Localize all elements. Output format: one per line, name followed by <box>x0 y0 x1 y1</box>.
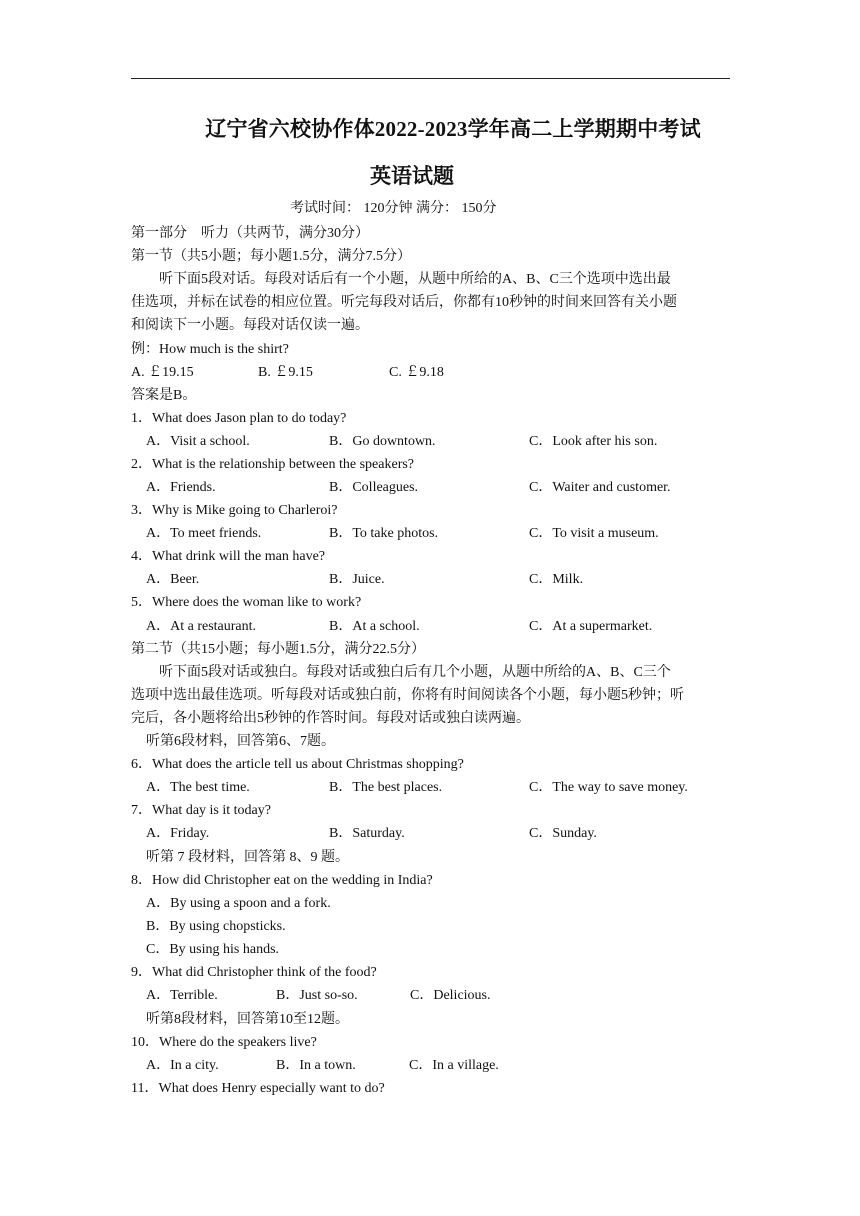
section1-heading: 第一节（共5小题；每小题1.5分，满分7.5分） <box>131 249 411 264</box>
option-c: C．Look after his son. <box>529 434 658 449</box>
option-c: C．Sunday. <box>529 826 597 841</box>
question-9: 9．What did Christopher think of the food? <box>131 965 377 980</box>
option-a: A．In a city. <box>146 1058 219 1073</box>
option-b: B．At a school. <box>329 619 420 634</box>
instruction-line: 和阅读下一小题。每段对话仅读一遍。 <box>131 318 369 333</box>
example-option-a: A. ￡19.15 <box>131 365 194 380</box>
option-b: B．Just so-so. <box>276 988 358 1003</box>
option-a: A．Friends. <box>146 480 216 495</box>
question-10: 10．Where do the speakers live? <box>131 1035 317 1050</box>
option-a: A．By using a spoon and a fork. <box>146 896 331 911</box>
option-c: C．Waiter and customer. <box>529 480 671 495</box>
exam-title: 辽宁省六校协作体2022-2023学年高二上学期期中考试 <box>205 117 701 141</box>
option-c: C．Delicious. <box>410 988 491 1003</box>
question-5: 5．Where does the woman like to work? <box>131 595 362 610</box>
instruction-line: 佳选项，并标在试卷的相应位置。听完每段对话后，你都有10秒钟的时间来回答有关小题 <box>131 295 677 310</box>
option-c: C．At a supermarket. <box>529 619 653 634</box>
question-6: 6．What does the article tell us about Christmas shopping? <box>131 757 464 772</box>
part-heading: 第一部分 听力（共两节，满分30分） <box>131 226 369 241</box>
option-b: B．By using chopsticks. <box>146 919 286 934</box>
option-b: B．Saturday. <box>329 826 405 841</box>
option-c: C．Milk. <box>529 572 584 587</box>
option-a: A．Beer. <box>146 572 200 587</box>
option-a: A．To meet friends. <box>146 526 262 541</box>
option-a: A．Terrible. <box>146 988 218 1003</box>
question-8: 8．How did Christopher eat on the wedding in India? <box>131 873 433 888</box>
instruction-line: 选项中选出最佳选项。听每段对话或独白前，你将有时间阅读各个小题，每小题5秒钟；听 <box>131 688 684 703</box>
section2-heading: 第二节（共15小题；每小题1.5分，满分22.5分） <box>131 642 425 657</box>
instruction-line: 听下面5段对话或独白。每段对话或独白后有几个小题，从题中所给的A、B、C三个 <box>131 665 671 680</box>
question-2: 2．What is the relationship between the speakers? <box>131 457 415 472</box>
instruction-line: 听下面5段对话。每段对话后有一个小题，从题中所给的A、B、C三个选项中选出最 <box>131 272 671 287</box>
option-a: A．Friday. <box>146 826 210 841</box>
option-b: B．The best places. <box>329 780 443 795</box>
example-option-c: C. ￡9.18 <box>389 365 444 380</box>
option-c: C．To visit a museum. <box>529 526 659 541</box>
option-a: A．At a restaurant. <box>146 619 257 634</box>
option-c: C．By using his hands. <box>146 942 280 957</box>
example-answer: 答案是B。 <box>131 388 197 403</box>
instruction-line: 完后，各小题将给出5秒钟的作答时间。每段对话或独白读两遍。 <box>131 711 530 726</box>
option-b: B．In a town. <box>276 1058 356 1073</box>
material-note: 听第8段材料，回答第10至12题。 <box>146 1012 349 1027</box>
header-rule <box>131 78 730 79</box>
question-4: 4．What drink will the man have? <box>131 549 325 564</box>
example-option-b: B. ￡9.15 <box>258 365 313 380</box>
option-b: B．Go downtown. <box>329 434 436 449</box>
material-note: 听第 7 段材料，回答第 8、9 题。 <box>146 850 349 865</box>
option-a: A．The best time. <box>146 780 250 795</box>
option-b: B．Juice. <box>329 572 385 587</box>
question-11: 11．What does Henry especially want to do? <box>131 1081 385 1096</box>
exam-meta: 考试时间： 120分钟 满分： 150分 <box>290 201 497 216</box>
example-question: 例：How much is the shirt? <box>131 342 289 357</box>
question-3: 3．Why is Mike going to Charleroi? <box>131 503 338 518</box>
question-1: 1．What does Jason plan to do today? <box>131 411 347 426</box>
option-a: A．Visit a school. <box>146 434 250 449</box>
exam-subtitle: 英语试题 <box>370 164 454 188</box>
option-b: B．To take photos. <box>329 526 439 541</box>
option-b: B．Colleagues. <box>329 480 419 495</box>
option-c: C．In a village. <box>409 1058 499 1073</box>
option-c: C．The way to save money. <box>529 780 688 795</box>
material-note: 听第6段材料，回答第6、7题。 <box>146 734 335 749</box>
question-7: 7．What day is it today? <box>131 803 271 818</box>
